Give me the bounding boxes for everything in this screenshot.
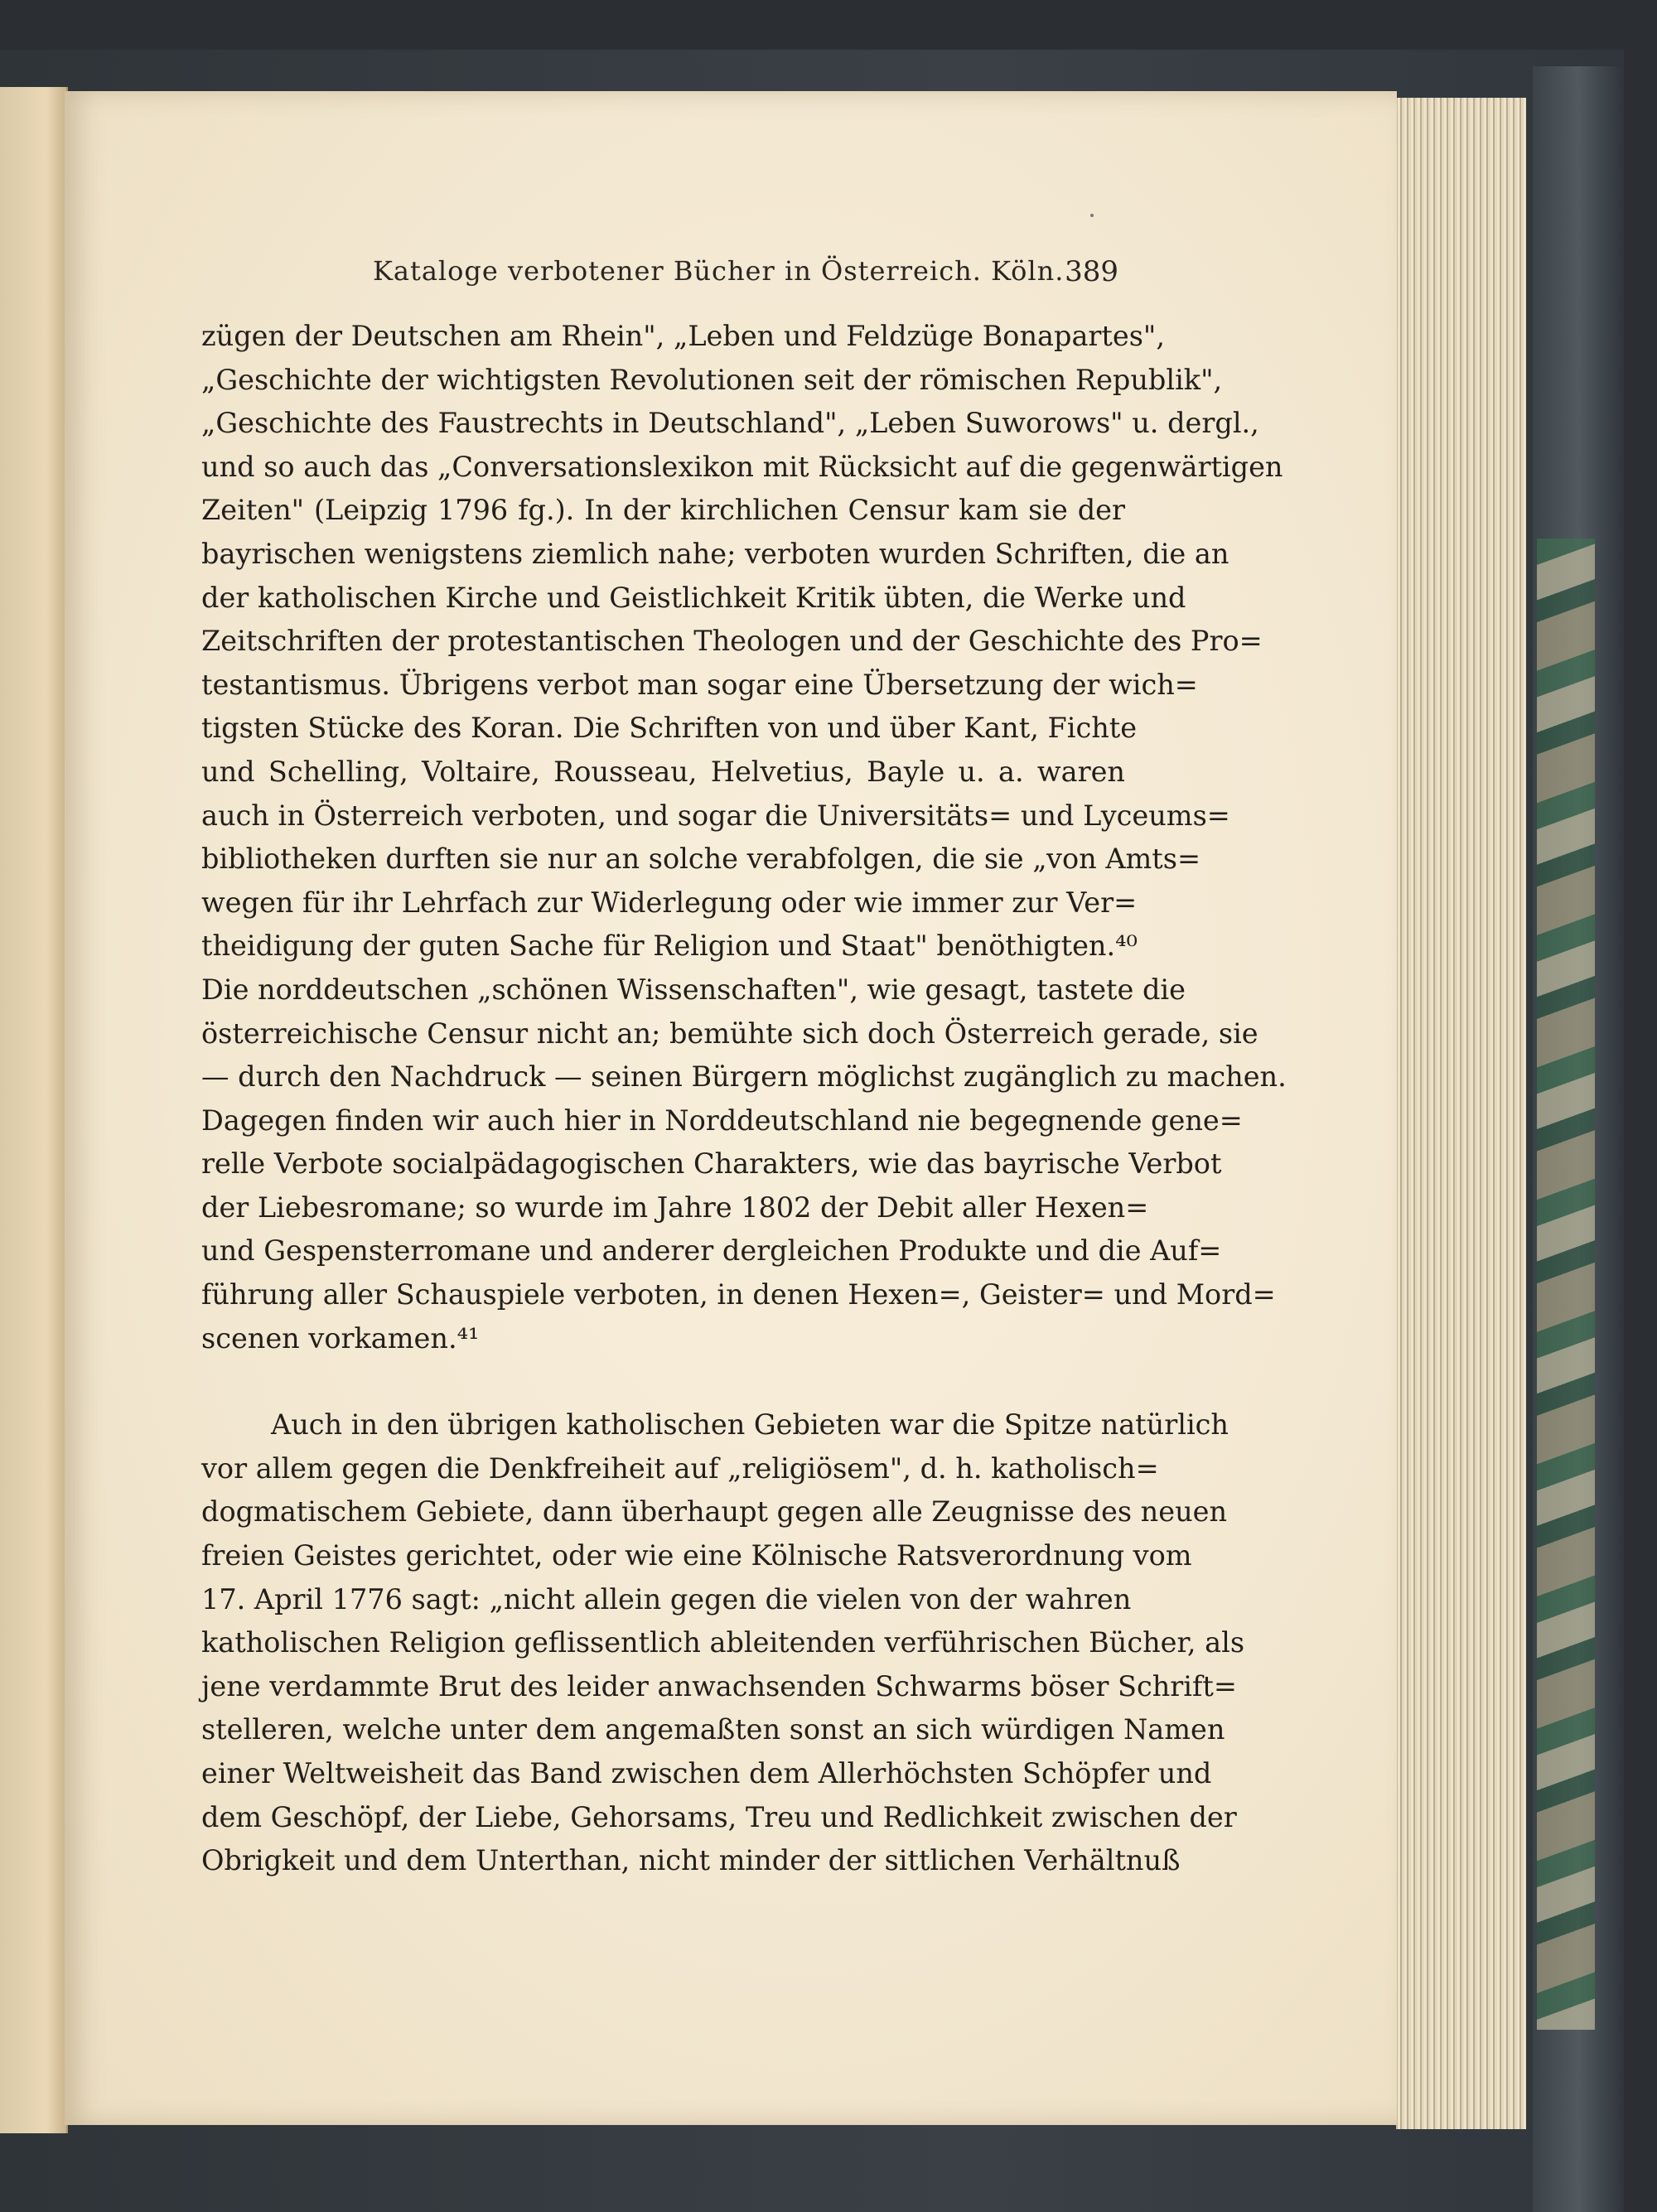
text-line: dem Geschöpf, der Liebe, Gehorsams, Treu und Redlichkeit zwischen der [201,1800,1237,1833]
text-line: und Schelling, Voltaire, Rousseau, Helvetius, Bayle u. a. waren [201,755,1125,788]
text-line: tigsten Stücke des Koran. Die Schriften von und über Kant, Fichte [201,712,1138,745]
text-line: theidigung der guten Sache für Religion und Staat" benöthigten.⁴⁰ [201,930,1138,963]
text-line: Dagegen finden wir auch hier in Norddeutschland nie begegnende gene= [201,1104,1243,1137]
text-line: Zeitschriften der protestantischen Theologen und der Geschichte des Pro= [201,625,1263,658]
running-title: Kataloge verbotener Bücher in Österreich. Köln. [373,255,1065,287]
text-line: bayrischen wenigstens ziemlich nahe; verboten wurden Schriften, die an [201,537,1229,570]
text-line: freien Geistes gerichtet, oder wie eine Kölnische Ratsverordnung vom [201,1539,1192,1572]
text-line: 17. April 1776 sagt: „nicht allein gegen die vielen von der wahren [201,1582,1132,1616]
text-line: Die norddeutschen „schönen Wissenschaften", wie gesagt, tastete die [201,973,1186,1006]
text-line: „Geschichte des Faustrechts in Deutschland", „Leben Suworows" u. dergl., [201,407,1259,440]
text-line: zügen der Deutschen am Rhein", „Leben und Feldzüge Bonapartes", [201,320,1165,352]
text-line: katholischen Religion geflissentlich ableitenden verführischen Bücher, als [201,1626,1245,1659]
text-line: österreichische Censur nicht an; bemühte sich doch Österreich gerade, sie [201,1017,1258,1050]
page-number: 389 [1065,255,1118,288]
body-text [201,315,1287,1883]
text-line: — durch den Nachdruck — seinen Bürgern möglichst zugänglich zu machen. [201,1060,1287,1094]
text-line: Obrigkeit und dem Unterthan, nicht minder der sittlichen Verhältnuß [201,1844,1181,1877]
text-line: scenen vorkamen.⁴¹ [201,1321,480,1355]
text-line: jene verdammte Brut des leider anwachsenden Schwarms böser Schrift= [201,1669,1237,1702]
text-line: stelleren, welche unter dem angemaßten sonst an sich würdigen Namen [201,1713,1225,1746]
text-line: der katholischen Kirche und Geistlichkeit Kritik übten, die Werke und [201,581,1186,614]
text-line: wegen für ihr Lehrfach zur Widerlegung oder wie immer zur Ver= [201,886,1138,919]
text-line: „Geschichte der wichtigsten Revolutionen seit der römischen Republik", [201,363,1223,396]
paragraph-gap [201,1360,1125,1403]
text-line: auch in Österreich verboten, und sogar die Universitäts= und Lyceums= [201,799,1230,832]
text-line: führung aller Schauspiele verboten, in denen Hexen=, Geister= und Mord= [201,1278,1276,1311]
text-line: Zeiten" (Leipzig 1796 fg.). In der kirchlichen Censur kam sie der [201,494,1125,527]
page-header [373,255,1118,293]
text-line: testantismus. Übrigens verbot man sogar eine Übersetzung der wich= [201,668,1198,701]
text-line: der Liebesromane; so wurde im Jahre 1802 der Debit aller Hexen= [201,1191,1149,1224]
text-line: dogmatischem Gebiete, dann überhaupt gegen alle Zeugnisse des neuen [201,1495,1228,1529]
page-edges [1396,98,1526,2129]
text-line: bibliotheken durften sie nur an solche verabfolgen, die sie „von Amts= [201,843,1201,876]
text-line: und Gespensterromane und anderer dergleichen Produkte und die Auf= [201,1234,1222,1268]
text-line: und so auch das „Conversationslexikon mit Rücksicht auf die gegenwärtigen [201,450,1283,483]
text-line: relle Verbote socialpädagogischen Charakters, wie das bayrische Verbot [201,1147,1222,1181]
marbled-endpaper [1537,539,1595,2030]
speck [1090,214,1094,217]
text-line: vor allem gegen die Denkfreiheit auf „religiösem", d. h. katholisch= [201,1451,1159,1485]
text-line: Auch in den übrigen katholischen Gebieten war die Spitze natürlich [271,1408,1229,1442]
facing-page-edge [0,87,68,2133]
paragraph-1 [201,315,1287,1360]
text-line: einer Weltweisheit das Band zwischen dem Allerhöchsten Schöpfer und [201,1757,1212,1789]
paragraph-2 [201,1403,1245,1883]
